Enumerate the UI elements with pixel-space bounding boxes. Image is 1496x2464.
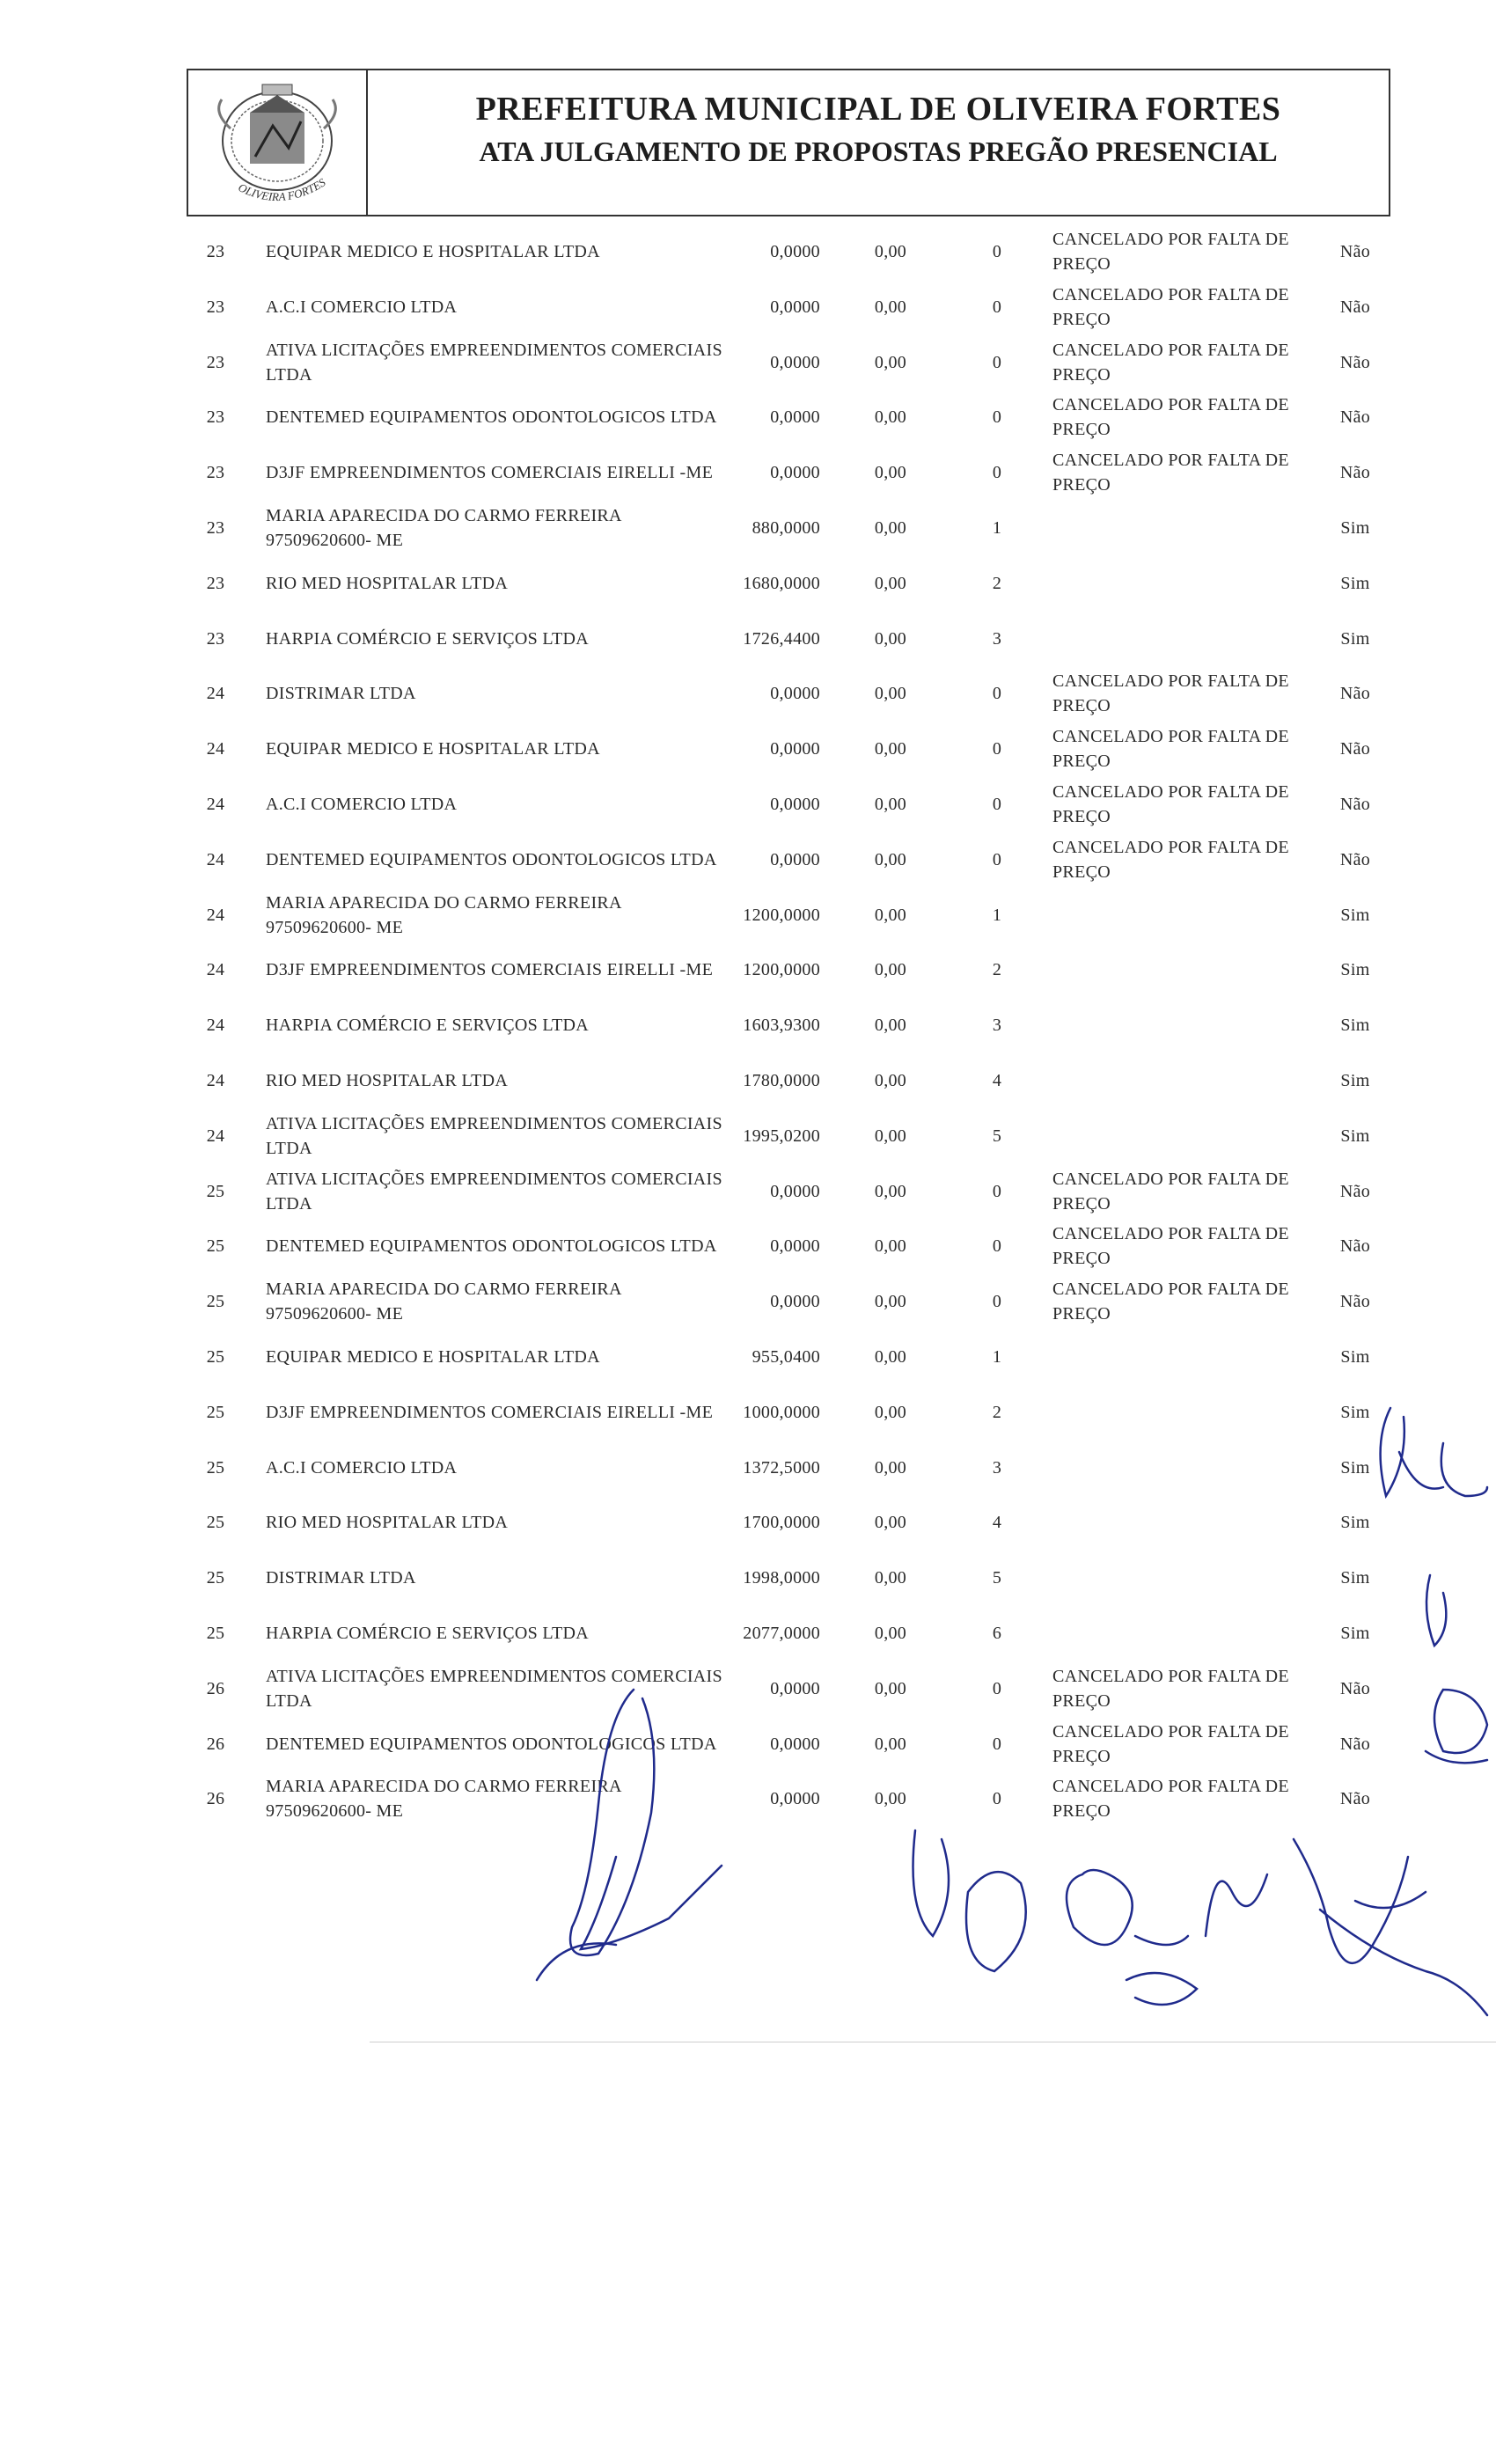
discount-value: 0,00 (874, 297, 907, 317)
item-number: 25 (206, 1236, 225, 1257)
result-text: Não (1339, 795, 1371, 814)
item-number: 26 (206, 1789, 225, 1809)
discount-value: 0,00 (874, 1402, 907, 1422)
rank-number: 0 (992, 1236, 1002, 1257)
discount-value: 0,00 (874, 1678, 907, 1698)
status-text: CANCELADO POR FALTA DE PREÇO (1052, 1777, 1289, 1822)
company-name: DENTEMED EQUIPAMENTOS ODONTOLOGICOS LTDA (266, 1236, 717, 1257)
rank-number: 0 (992, 242, 1002, 261)
company-name: EQUIPAR MEDICO E HOSPITALAR LTDA (266, 1347, 600, 1367)
company-name: MARIA APARECIDA DO CARMO FERREIRA 97509620600- ME (266, 1777, 621, 1822)
rank-number: 0 (992, 352, 1002, 372)
item-number: 25 (206, 1513, 225, 1533)
result-text: Sim (1340, 573, 1370, 593)
company-name: HARPIA COMÉRCIO E SERVIÇOS LTDA (266, 1624, 590, 1643)
table-row (0, 1053, 1496, 1108)
rank-number: 5 (992, 1568, 1002, 1588)
result-text: Não (1339, 1789, 1371, 1809)
status-text: CANCELADO POR FALTA DE PREÇO (1052, 451, 1289, 495)
result-text: Não (1339, 297, 1371, 317)
company-name: HARPIA COMÉRCIO E SERVIÇOS LTDA (266, 628, 590, 649)
proposal-value: 1780,0000 (743, 1071, 820, 1090)
discount-value: 0,00 (874, 1513, 907, 1533)
table-row (0, 1219, 1496, 1273)
discount-value: 0,00 (874, 1071, 907, 1090)
table-row (0, 1385, 1496, 1440)
rank-number: 6 (992, 1624, 1002, 1643)
item-number: 26 (206, 1734, 225, 1754)
rank-number: 0 (992, 463, 1002, 483)
item-number: 23 (206, 573, 225, 593)
document-header (187, 69, 1390, 216)
status-text: CANCELADO POR FALTA DE PREÇO (1052, 340, 1289, 385)
status-text: CANCELADO POR FALTA DE PREÇO (1052, 782, 1289, 826)
rank-number: 1 (992, 518, 1002, 538)
proposal-value: 1372,5000 (743, 1457, 820, 1478)
discount-value: 0,00 (874, 1126, 907, 1146)
result-text: Sim (1340, 518, 1370, 538)
result-text: Não (1339, 242, 1371, 261)
status-text: CANCELADO POR FALTA DE PREÇO (1052, 230, 1289, 274)
rank-number: 0 (992, 1734, 1002, 1754)
proposal-value: 0,0000 (770, 739, 820, 759)
rank-number: 0 (992, 1678, 1002, 1698)
rank-number: 5 (992, 1126, 1002, 1146)
company-name: DISTRIMAR LTDA (266, 684, 416, 704)
discount-value: 0,00 (874, 960, 907, 980)
rank-number: 2 (992, 573, 1002, 593)
proposal-value: 0,0000 (770, 1789, 820, 1809)
proposal-value: 0,0000 (770, 463, 820, 483)
company-name: EQUIPAR MEDICO E HOSPITALAR LTDA (266, 739, 600, 759)
proposal-value: 0,0000 (770, 1734, 820, 1754)
item-number: 24 (206, 684, 225, 704)
proposal-value: 0,0000 (770, 849, 820, 869)
company-name: DENTEMED EQUIPAMENTOS ODONTOLOGICOS LTDA (266, 849, 717, 869)
item-number: 23 (206, 407, 225, 428)
rank-number: 0 (992, 1292, 1002, 1312)
proposal-value: 1200,0000 (743, 960, 820, 980)
proposal-value: 1200,0000 (743, 905, 820, 925)
item-number: 25 (206, 1457, 225, 1478)
table-row (0, 1274, 1496, 1329)
result-text: Sim (1340, 905, 1370, 925)
discount-value: 0,00 (874, 1568, 907, 1588)
discount-value: 0,00 (874, 518, 907, 538)
table-row (0, 1164, 1496, 1219)
discount-value: 0,00 (874, 242, 907, 261)
discount-value: 0,00 (874, 905, 907, 925)
rank-number: 0 (992, 1181, 1002, 1201)
table-row (0, 998, 1496, 1052)
status-text: CANCELADO POR FALTA DE PREÇO (1052, 395, 1289, 440)
proposal-value: 0,0000 (770, 242, 820, 261)
table-row (0, 666, 1496, 721)
result-text: Não (1339, 1734, 1371, 1754)
status-text: CANCELADO POR FALTA DE PREÇO (1052, 1280, 1289, 1324)
item-number: 24 (206, 1016, 225, 1036)
company-name: RIO MED HOSPITALAR LTDA (266, 1513, 509, 1533)
table-row (0, 1109, 1496, 1163)
table-row (0, 1661, 1496, 1716)
discount-value: 0,00 (874, 463, 907, 483)
rank-number: 2 (992, 1402, 1002, 1422)
discount-value: 0,00 (874, 628, 907, 649)
table-row (0, 832, 1496, 887)
proposal-value: 1000,0000 (743, 1402, 820, 1422)
proposal-value: 880,0000 (752, 518, 820, 538)
proposal-value: 0,0000 (770, 1292, 820, 1312)
company-name: ATIVA LICITAÇÕES EMPREENDIMENTOS COMERCIAIS LTDA (266, 1113, 722, 1158)
proposal-value: 2077,0000 (743, 1624, 820, 1643)
discount-value: 0,00 (874, 1789, 907, 1809)
status-text: CANCELADO POR FALTA DE PREÇO (1052, 1721, 1289, 1766)
company-name: A.C.I COMERCIO LTDA (266, 1457, 458, 1478)
rank-number: 0 (992, 1789, 1002, 1809)
proposal-value: 0,0000 (770, 407, 820, 428)
proposal-value: 1700,0000 (743, 1513, 820, 1533)
company-name: D3JF EMPREENDIMENTOS COMERCIAIS EIRELLI -ME (266, 960, 714, 980)
table-row (0, 942, 1496, 997)
document-title: PREFEITURA MUNICIPAL DE OLIVEIRA FORTES (475, 91, 1281, 128)
item-number: 23 (206, 242, 225, 261)
item-number: 25 (206, 1624, 225, 1643)
rank-number: 4 (992, 1071, 1002, 1090)
result-text: Sim (1340, 960, 1370, 980)
company-name: RIO MED HOSPITALAR LTDA (266, 1071, 509, 1090)
proposal-value: 1998,0000 (743, 1568, 820, 1588)
rank-number: 0 (992, 684, 1002, 704)
item-number: 24 (206, 960, 225, 980)
item-number: 23 (206, 518, 225, 538)
discount-value: 0,00 (874, 352, 907, 372)
rank-number: 4 (992, 1513, 1002, 1533)
company-name: ATIVA LICITAÇÕES EMPREENDIMENTOS COMERCIAIS LTDA (266, 1666, 722, 1711)
table-row (0, 1606, 1496, 1661)
status-text: CANCELADO POR FALTA DE PREÇO (1052, 1224, 1289, 1269)
status-text: CANCELADO POR FALTA DE PREÇO (1052, 284, 1289, 329)
discount-value: 0,00 (874, 1016, 907, 1036)
status-text: CANCELADO POR FALTA DE PREÇO (1052, 837, 1289, 882)
result-text: Não (1339, 1236, 1371, 1257)
item-number: 25 (206, 1568, 225, 1588)
table-row (0, 1771, 1496, 1826)
table-row (0, 501, 1496, 555)
result-text: Sim (1340, 1568, 1370, 1588)
proposal-value: 0,0000 (770, 352, 820, 372)
rank-number: 0 (992, 407, 1002, 428)
discount-value: 0,00 (874, 1347, 907, 1367)
proposal-value: 0,0000 (770, 684, 820, 704)
rank-number: 1 (992, 905, 1002, 925)
proposal-value: 0,0000 (770, 1236, 820, 1257)
item-number: 24 (206, 905, 225, 925)
discount-value: 0,00 (874, 573, 907, 593)
result-text: Sim (1340, 1071, 1370, 1090)
result-text: Não (1339, 463, 1371, 483)
rank-number: 3 (992, 1457, 1002, 1478)
result-text: Não (1339, 684, 1371, 704)
rank-number: 2 (992, 960, 1002, 980)
rank-number: 0 (992, 849, 1002, 869)
item-number: 25 (206, 1181, 225, 1201)
item-number: 23 (206, 297, 225, 317)
item-number: 24 (206, 1071, 225, 1090)
rank-number: 0 (992, 297, 1002, 317)
rank-number: 3 (992, 1016, 1002, 1036)
status-text: CANCELADO POR FALTA DE PREÇO (1052, 727, 1289, 772)
item-number: 24 (206, 739, 225, 759)
discount-value: 0,00 (874, 684, 907, 704)
company-name: ATIVA LICITAÇÕES EMPREENDIMENTOS COMERCIAIS LTDA (266, 340, 722, 385)
proposal-value: 0,0000 (770, 795, 820, 814)
table-row (0, 335, 1496, 390)
table-row (0, 445, 1496, 500)
proposal-value: 955,0400 (752, 1347, 820, 1367)
item-number: 23 (206, 463, 225, 483)
proposal-value: 1726,4400 (743, 628, 820, 649)
result-text: Não (1339, 407, 1371, 428)
status-text: CANCELADO POR FALTA DE PREÇO (1052, 1169, 1289, 1214)
result-text: Sim (1340, 1347, 1370, 1367)
proposal-value: 1995,0200 (743, 1126, 820, 1146)
result-text: Sim (1340, 1402, 1370, 1422)
company-name: EQUIPAR MEDICO E HOSPITALAR LTDA (266, 242, 600, 261)
status-text: CANCELADO POR FALTA DE PREÇO (1052, 1666, 1289, 1711)
status-text: CANCELADO POR FALTA DE PREÇO (1052, 671, 1289, 716)
table-row (0, 280, 1496, 334)
proposal-value: 1603,9300 (743, 1016, 820, 1036)
table-row (0, 390, 1496, 444)
item-number: 25 (206, 1402, 225, 1422)
discount-value: 0,00 (874, 407, 907, 428)
item-number: 23 (206, 352, 225, 372)
item-number: 24 (206, 1126, 225, 1146)
title-cell (368, 70, 1389, 215)
company-name: DENTEMED EQUIPAMENTOS ODONTOLOGICOS LTDA (266, 407, 717, 428)
company-name: MARIA APARECIDA DO CARMO FERREIRA 97509620600- ME (266, 506, 621, 550)
result-text: Sim (1340, 1016, 1370, 1036)
company-name: ATIVA LICITAÇÕES EMPREENDIMENTOS COMERCIAIS LTDA (266, 1169, 722, 1214)
company-name: D3JF EMPREENDIMENTOS COMERCIAIS EIRELLI -ME (266, 1402, 714, 1422)
result-text: Não (1339, 1678, 1371, 1698)
proposal-value: 0,0000 (770, 1678, 820, 1698)
result-text: Não (1339, 849, 1371, 869)
proposal-value: 1680,0000 (743, 573, 820, 593)
rank-number: 0 (992, 795, 1002, 814)
company-name: A.C.I COMERCIO LTDA (266, 795, 458, 814)
company-name: D3JF EMPREENDIMENTOS COMERCIAIS EIRELLI -ME (266, 463, 714, 483)
result-text: Não (1339, 1292, 1371, 1312)
company-name: DISTRIMAR LTDA (266, 1568, 416, 1588)
result-text: Sim (1340, 1513, 1370, 1533)
table-row (0, 1495, 1496, 1550)
item-number: 25 (206, 1292, 225, 1312)
discount-value: 0,00 (874, 739, 907, 759)
discount-value: 0,00 (874, 1457, 907, 1478)
table-row (0, 1717, 1496, 1771)
rank-number: 3 (992, 628, 1002, 649)
company-name: HARPIA COMÉRCIO E SERVIÇOS LTDA (266, 1016, 590, 1036)
table-row (0, 888, 1496, 942)
discount-value: 0,00 (874, 1181, 907, 1201)
table-row (0, 1441, 1496, 1495)
discount-value: 0,00 (874, 1236, 907, 1257)
item-number: 25 (206, 1347, 225, 1367)
result-text: Sim (1340, 1126, 1370, 1146)
result-text: Não (1339, 352, 1371, 372)
table-row (0, 556, 1496, 611)
company-name: RIO MED HOSPITALAR LTDA (266, 573, 509, 593)
company-name: DENTEMED EQUIPAMENTOS ODONTOLOGICOS LTDA (266, 1734, 717, 1754)
municipal-seal-icon (204, 77, 350, 209)
table-row (0, 612, 1496, 666)
discount-value: 0,00 (874, 1292, 907, 1312)
result-text: Não (1339, 1181, 1371, 1201)
proposal-value: 0,0000 (770, 1181, 820, 1201)
result-text: Sim (1340, 1457, 1370, 1478)
item-number: 24 (206, 795, 225, 814)
logo-cell (188, 70, 368, 215)
item-number: 26 (206, 1678, 225, 1698)
svg-text:OLIVEIRA FORTES: OLIVEIRA FORTES (236, 175, 328, 204)
item-number: 24 (206, 849, 225, 869)
table-row (0, 777, 1496, 832)
company-name: A.C.I COMERCIO LTDA (266, 297, 458, 317)
item-number: 23 (206, 628, 225, 649)
table-row (0, 722, 1496, 776)
document-subtitle: ATA JULGAMENTO DE PROPOSTAS PREGÃO PRESENCIAL (479, 136, 1278, 167)
company-name: MARIA APARECIDA DO CARMO FERREIRA 97509620600- ME (266, 1280, 621, 1324)
table-row (0, 1551, 1496, 1605)
company-name: MARIA APARECIDA DO CARMO FERREIRA 97509620600- ME (266, 892, 621, 937)
discount-value: 0,00 (874, 1624, 907, 1643)
table-row (0, 1330, 1496, 1384)
rank-number: 1 (992, 1347, 1002, 1367)
result-text: Sim (1340, 628, 1370, 649)
proposal-value: 0,0000 (770, 297, 820, 317)
discount-value: 0,00 (874, 795, 907, 814)
result-text: Não (1339, 739, 1371, 759)
table-row (0, 224, 1496, 279)
result-text: Sim (1340, 1624, 1370, 1643)
rank-number: 0 (992, 739, 1002, 759)
discount-value: 0,00 (874, 849, 907, 869)
discount-value: 0,00 (874, 1734, 907, 1754)
